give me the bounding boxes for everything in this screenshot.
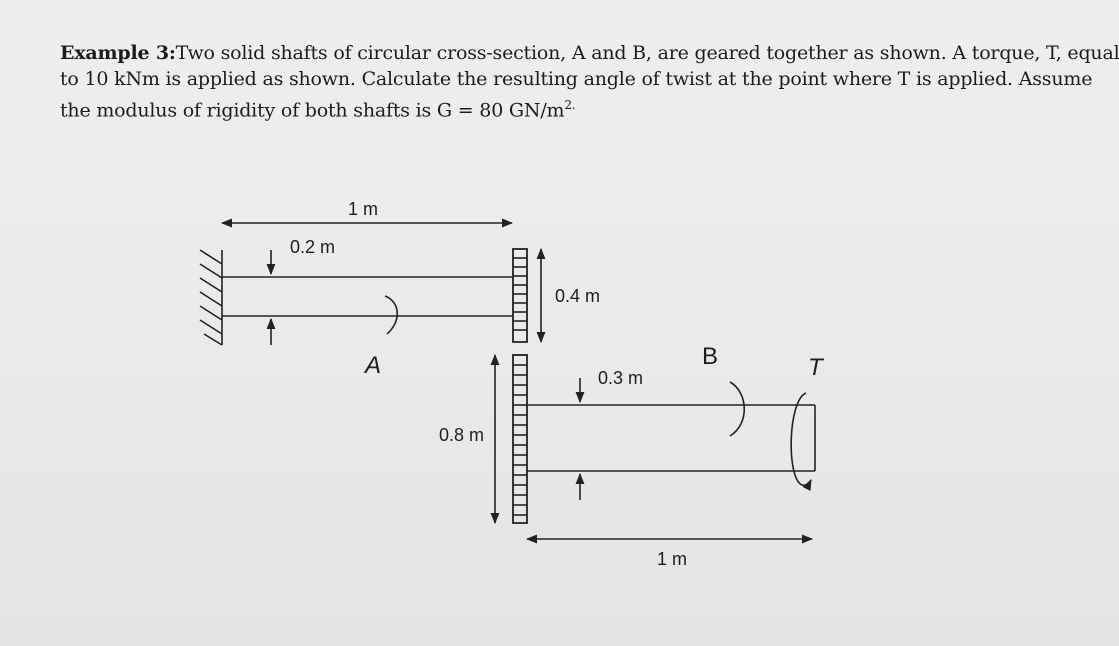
gear-a	[513, 249, 527, 342]
shaft-b-twist-symbol	[730, 382, 744, 436]
torque-label: T	[808, 354, 823, 381]
shaft-b	[527, 405, 815, 471]
fixed-wall	[200, 250, 222, 345]
shaft-a-length-label: 1 m	[348, 199, 379, 219]
problem-line-1-text: Two solid shafts of circular cross-section, A and B, are geared together as shown. A torque, T, equal	[175, 42, 1119, 64]
problem-line-3-text: the modulus of rigidity of both shafts is G = 80 GN/m	[60, 99, 565, 122]
shaft-a-twist-symbol	[385, 296, 397, 334]
unit-superscript: 2.	[564, 98, 576, 112]
gear-b-diameter-label: 0.8 m	[439, 425, 485, 445]
shaft-b-length-label: 1 m	[657, 549, 688, 569]
shaft-a-diameter-label: 0.2 m	[290, 237, 336, 257]
problem-line-2: to 10 kNm is applied as shown. Calculate the resulting angle of twist at the point where T is applied. Assume	[60, 68, 1093, 90]
shaft-a-label: A	[365, 352, 382, 379]
gear-b	[513, 355, 527, 523]
shaft-b-diameter-label: 0.3 m	[598, 368, 644, 388]
shaft-a	[222, 277, 513, 316]
gear-a-diameter-label: 0.4 m	[555, 286, 601, 306]
example-heading: Example 3:	[60, 42, 176, 64]
shaft-b-label: B	[702, 343, 719, 370]
